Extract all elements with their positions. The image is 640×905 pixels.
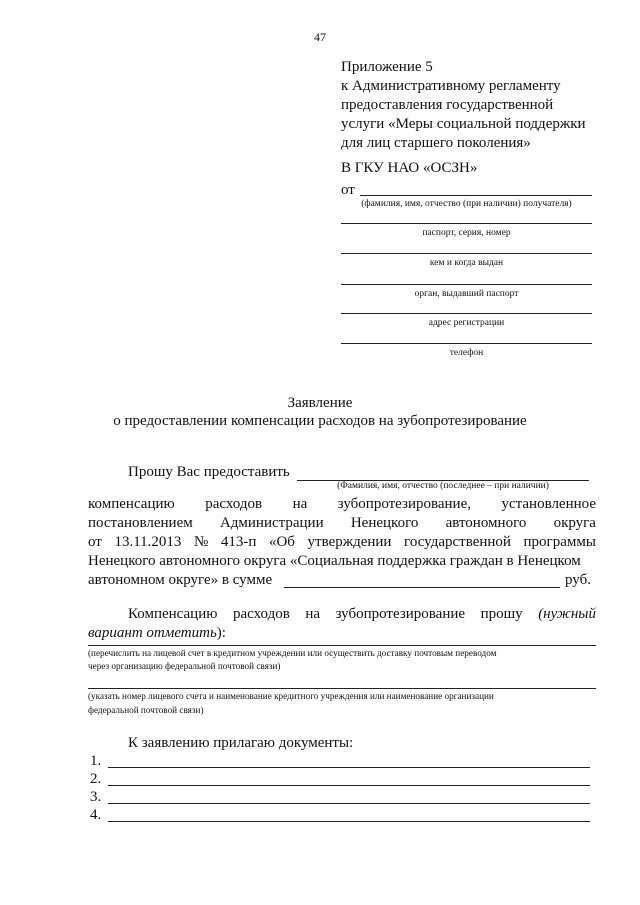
page-number: 47 <box>314 30 326 44</box>
phone-caption: телефон <box>449 348 484 358</box>
payment-line-1: Компенсацию расходов на зубопротезирование прошу (нужный <box>128 606 596 622</box>
attachment-number: 1. <box>90 753 102 769</box>
phone-line <box>341 343 592 344</box>
appendix-line: Приложение 5 <box>341 59 433 75</box>
appendix-line: услуги «Меры социальной поддержки <box>341 116 586 132</box>
account-details-line <box>88 688 596 689</box>
payment-method-caption-2: через организацию федеральной почтовой связи) <box>88 661 281 671</box>
request-line-3: от 13.11.2013 № 413-п «Об утверждении государственной программы <box>88 534 596 550</box>
appendix-line: к Административному регламенту <box>341 78 561 94</box>
address-caption: адрес регистрации <box>428 318 505 328</box>
request-line-1: компенсацию расходов на зубопротезирование, установленное <box>88 496 596 512</box>
attachment-line <box>108 803 590 804</box>
request-line-5-prefix: автономном округе» в сумме <box>88 572 273 588</box>
attachment-line <box>108 821 590 822</box>
attachment-number: 4. <box>90 807 102 823</box>
account-details-caption-2: федеральной почтовой связи) <box>88 705 204 715</box>
amount-line <box>284 587 560 588</box>
payment-line-2: вариант отметить): <box>88 625 226 641</box>
full-name-caption: (Фамилия, имя, отчество (последнее – при наличии) <box>337 481 549 491</box>
request-line-4: Ненецкого автономного округа «Социальная поддержка граждан в Ненецком <box>88 553 581 569</box>
document-title: Заявление <box>287 395 353 411</box>
attachment-line <box>108 785 590 786</box>
issuing-authority-caption: орган, выдавший паспорт <box>414 289 519 299</box>
request-prefix: Прошу Вас предоставить <box>128 464 290 480</box>
issuing-authority-line <box>341 284 592 285</box>
request-line-2: постановлением Администрации Ненецкого автономного округа <box>88 515 596 531</box>
recipient: В ГКУ НАО «ОСЗН» <box>341 160 478 176</box>
appendix-header <box>341 58 586 153</box>
issued-by-line <box>341 253 592 254</box>
payment-method-caption-1: (перечислить на лицевой счет в кредитном учреждении или осуществить доставку почтовым переводом <box>88 648 497 658</box>
from-label: от <box>341 182 355 198</box>
attachment-number: 3. <box>90 789 102 805</box>
issued-by-caption: кем и когда выдан <box>429 258 504 268</box>
attachment-number: 2. <box>90 771 102 787</box>
attachments-heading: К заявлению прилагаю документы: <box>128 735 354 751</box>
applicant-name-line <box>360 195 592 196</box>
attachment-line <box>108 767 590 768</box>
document-subtitle: о предоставлении компенсации расходов на зубопротезирование <box>113 413 527 429</box>
appendix-line: для лиц старшего поколения» <box>341 135 531 151</box>
address-line <box>341 313 592 314</box>
applicant-name-caption: (фамилия, имя, отчество (при наличии) получателя) <box>361 199 572 209</box>
account-details-caption-1: (указать номер лицевого счета и наименование кредитного учреждения или наименование организации <box>88 691 494 701</box>
passport-caption: паспорт, серия, номер <box>422 228 511 238</box>
appendix-line: предоставления государственной <box>341 97 554 113</box>
currency-label: руб. <box>565 572 591 588</box>
payment-method-line <box>88 645 596 646</box>
passport-line <box>341 223 592 224</box>
